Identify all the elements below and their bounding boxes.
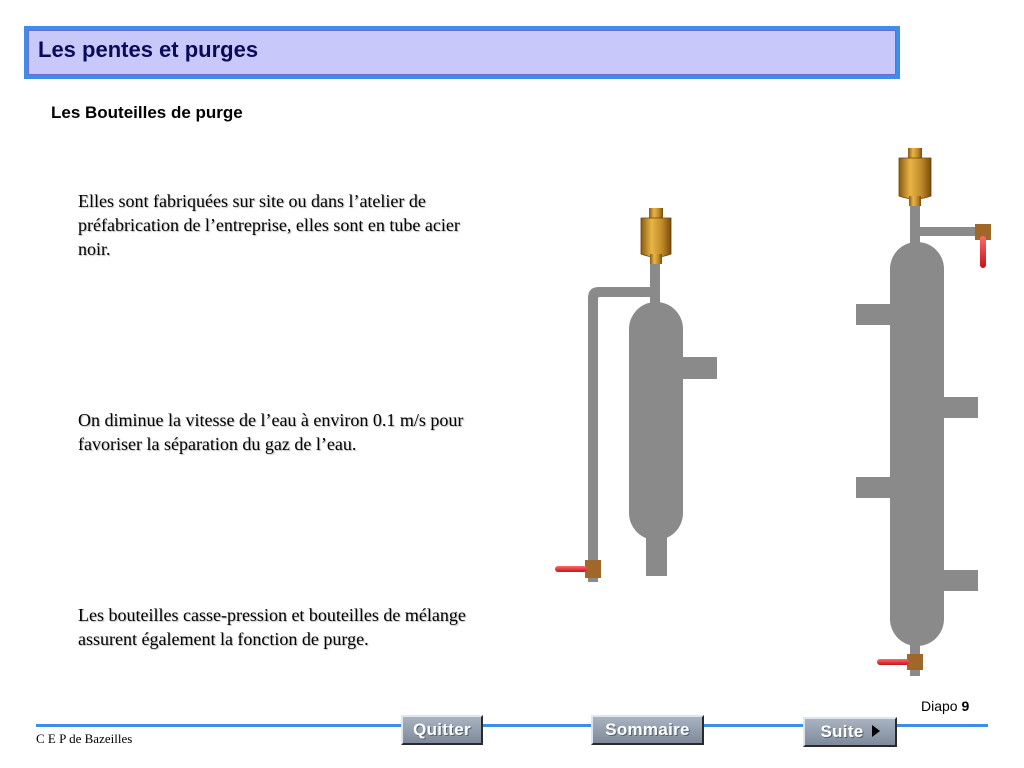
side-outlet: [683, 357, 717, 379]
bottom-outlet: [646, 536, 667, 576]
purge-bottles-illustration: [540, 140, 1010, 680]
left-inlet-bottom: [856, 477, 890, 498]
title-bar: [24, 26, 900, 79]
large-purge-bottle: [856, 148, 991, 676]
drain-valve-icon: [877, 654, 923, 676]
small-purge-bottle: [555, 208, 717, 582]
paragraph-fabrication: Elles sont fabriquées sur site ou dans l’atelier de préfabrication de l’entreprise, elles sont en tube acier noir.: [78, 191, 460, 259]
quit-button[interactable]: [401, 715, 483, 745]
right-outlet-bottom: [944, 570, 978, 591]
quit-button-label: Quitter: [413, 720, 471, 739]
page-title: Les pentes et purges: [28, 30, 896, 75]
automatic-air-vent-icon: [899, 148, 931, 206]
footer-credit: C E P de Bazeilles: [36, 731, 133, 746]
play-arrow-icon: [872, 725, 880, 737]
slide-label: Diapo: [921, 698, 958, 714]
paragraph-casse-pression: Les bouteilles casse-pression et bouteilles de mélange assurent également la fonction de purge.: [78, 605, 466, 649]
paragraph-vitesse: On diminue la vitesse de l’eau à environ 0.1 m/s pour favoriser la séparation du gaz de l’eau.: [78, 410, 464, 454]
summary-button[interactable]: [591, 715, 704, 745]
bottle-body: [890, 242, 944, 646]
automatic-air-vent-icon: [641, 208, 671, 264]
right-outlet-top: [944, 397, 978, 418]
slide-number: 9: [961, 698, 970, 714]
left-inlet-top: [856, 304, 890, 325]
next-button-label: Suite: [820, 722, 864, 741]
drain-valve-icon: [555, 560, 601, 582]
slide-counter: [921, 698, 969, 714]
vent-connector: [650, 262, 660, 306]
vent-valve-icon: [975, 224, 991, 268]
section-subtitle: Les Bouteilles de purge: [51, 103, 243, 122]
bottle-body: [629, 302, 683, 540]
summary-button-label: Sommaire: [605, 720, 690, 739]
next-button[interactable]: [803, 717, 897, 747]
vent-side-pipe: [915, 227, 979, 236]
